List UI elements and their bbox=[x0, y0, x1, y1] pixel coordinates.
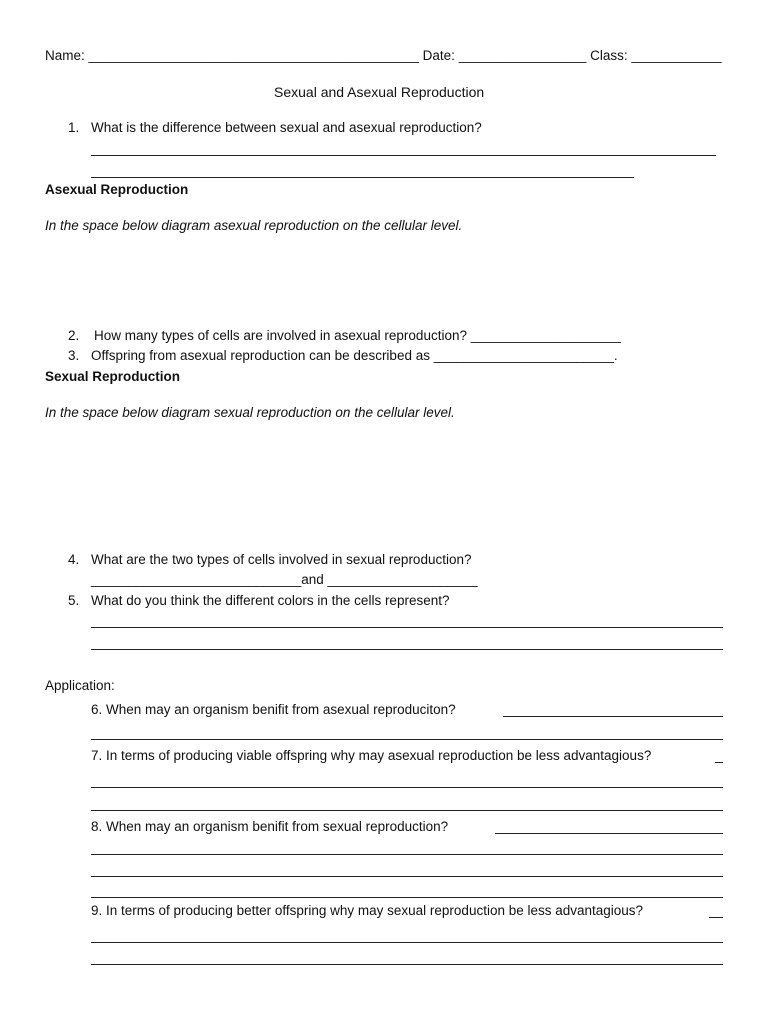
question-8-answer-line-2[interactable] bbox=[91, 876, 723, 877]
question-7-answer-line-1[interactable] bbox=[91, 787, 723, 788]
question-7-text: 7. In terms of producing viable offspring why may asexual reproduction be less advantagious? bbox=[91, 748, 652, 763]
header-row bbox=[45, 48, 722, 63]
question-5 bbox=[68, 593, 449, 608]
question-3-number: 3. bbox=[68, 348, 80, 363]
asexual-diagram-space[interactable] bbox=[45, 240, 725, 320]
name-label: Name: bbox=[45, 48, 85, 63]
question-7-answer-line-2[interactable] bbox=[91, 810, 723, 811]
question-1-answer-line-1[interactable] bbox=[91, 155, 716, 156]
question-9-text: 9. In terms of producing better offspring why may sexual reproduction be less advantagious? bbox=[91, 903, 644, 918]
question-1-answer-line-2[interactable] bbox=[91, 177, 634, 178]
question-2-text: How many types of cells are involved in asexual reproduction? ____________________ bbox=[94, 328, 621, 343]
date-label: Date: bbox=[422, 48, 455, 63]
asexual-heading: Asexual Reproduction bbox=[45, 182, 189, 197]
question-4 bbox=[68, 552, 471, 567]
question-9-answer-line-1[interactable] bbox=[91, 942, 723, 943]
question-1-number: 1. bbox=[68, 120, 80, 135]
question-3-text: Offspring from asexual reproduction can be described as ________________________. bbox=[91, 348, 618, 363]
question-5-answer-line-2[interactable] bbox=[91, 649, 723, 650]
question-8-text: 8. When may an organism benifit from sexual reproduction? bbox=[91, 819, 449, 834]
application-label: Application: bbox=[45, 678, 115, 693]
question-7-inline-line[interactable] bbox=[715, 762, 723, 763]
question-4-text: What are the two types of cells involved in sexual reproduction? bbox=[91, 552, 472, 567]
question-4-answer-line[interactable]: ____________________________and ____________________ bbox=[91, 572, 478, 587]
question-9-answer-line-2[interactable] bbox=[91, 964, 723, 965]
question-6-text: 6. When may an organism benifit from asexual reproduciton? bbox=[91, 702, 456, 717]
asexual-instruction: In the space below diagram asexual reproduction on the cellular level. bbox=[45, 218, 463, 233]
page-title: Sexual and Asexual Reproduction bbox=[274, 84, 485, 100]
date-blank[interactable]: _________________ bbox=[458, 48, 587, 63]
question-5-answer-line-1[interactable] bbox=[91, 627, 723, 628]
question-4-number: 4. bbox=[68, 552, 80, 567]
question-5-number: 5. bbox=[68, 593, 80, 608]
class-blank[interactable]: ____________ bbox=[631, 48, 722, 63]
class-label: Class: bbox=[590, 48, 628, 63]
question-8-inline-line[interactable] bbox=[495, 833, 723, 834]
question-6-inline-line[interactable] bbox=[503, 716, 723, 717]
question-9-inline-line[interactable] bbox=[709, 917, 723, 918]
question-8-answer-line-3[interactable] bbox=[91, 897, 723, 898]
question-5-text: What do you think the different colors in the cells represent? bbox=[91, 593, 450, 608]
sexual-diagram-space[interactable] bbox=[45, 428, 725, 543]
question-3 bbox=[68, 348, 618, 363]
sexual-heading: Sexual Reproduction bbox=[45, 369, 181, 384]
question-1 bbox=[68, 120, 482, 135]
sexual-instruction: In the space below diagram sexual reproduction on the cellular level. bbox=[45, 405, 455, 420]
question-6-answer-line[interactable] bbox=[91, 739, 723, 740]
name-blank[interactable]: ____________________________________________ bbox=[88, 48, 419, 63]
question-8-answer-line-1[interactable] bbox=[91, 854, 723, 855]
question-1-text: What is the difference between sexual and asexual reproduction? bbox=[91, 120, 482, 135]
question-2 bbox=[68, 328, 621, 343]
question-2-number: 2. bbox=[68, 328, 80, 343]
